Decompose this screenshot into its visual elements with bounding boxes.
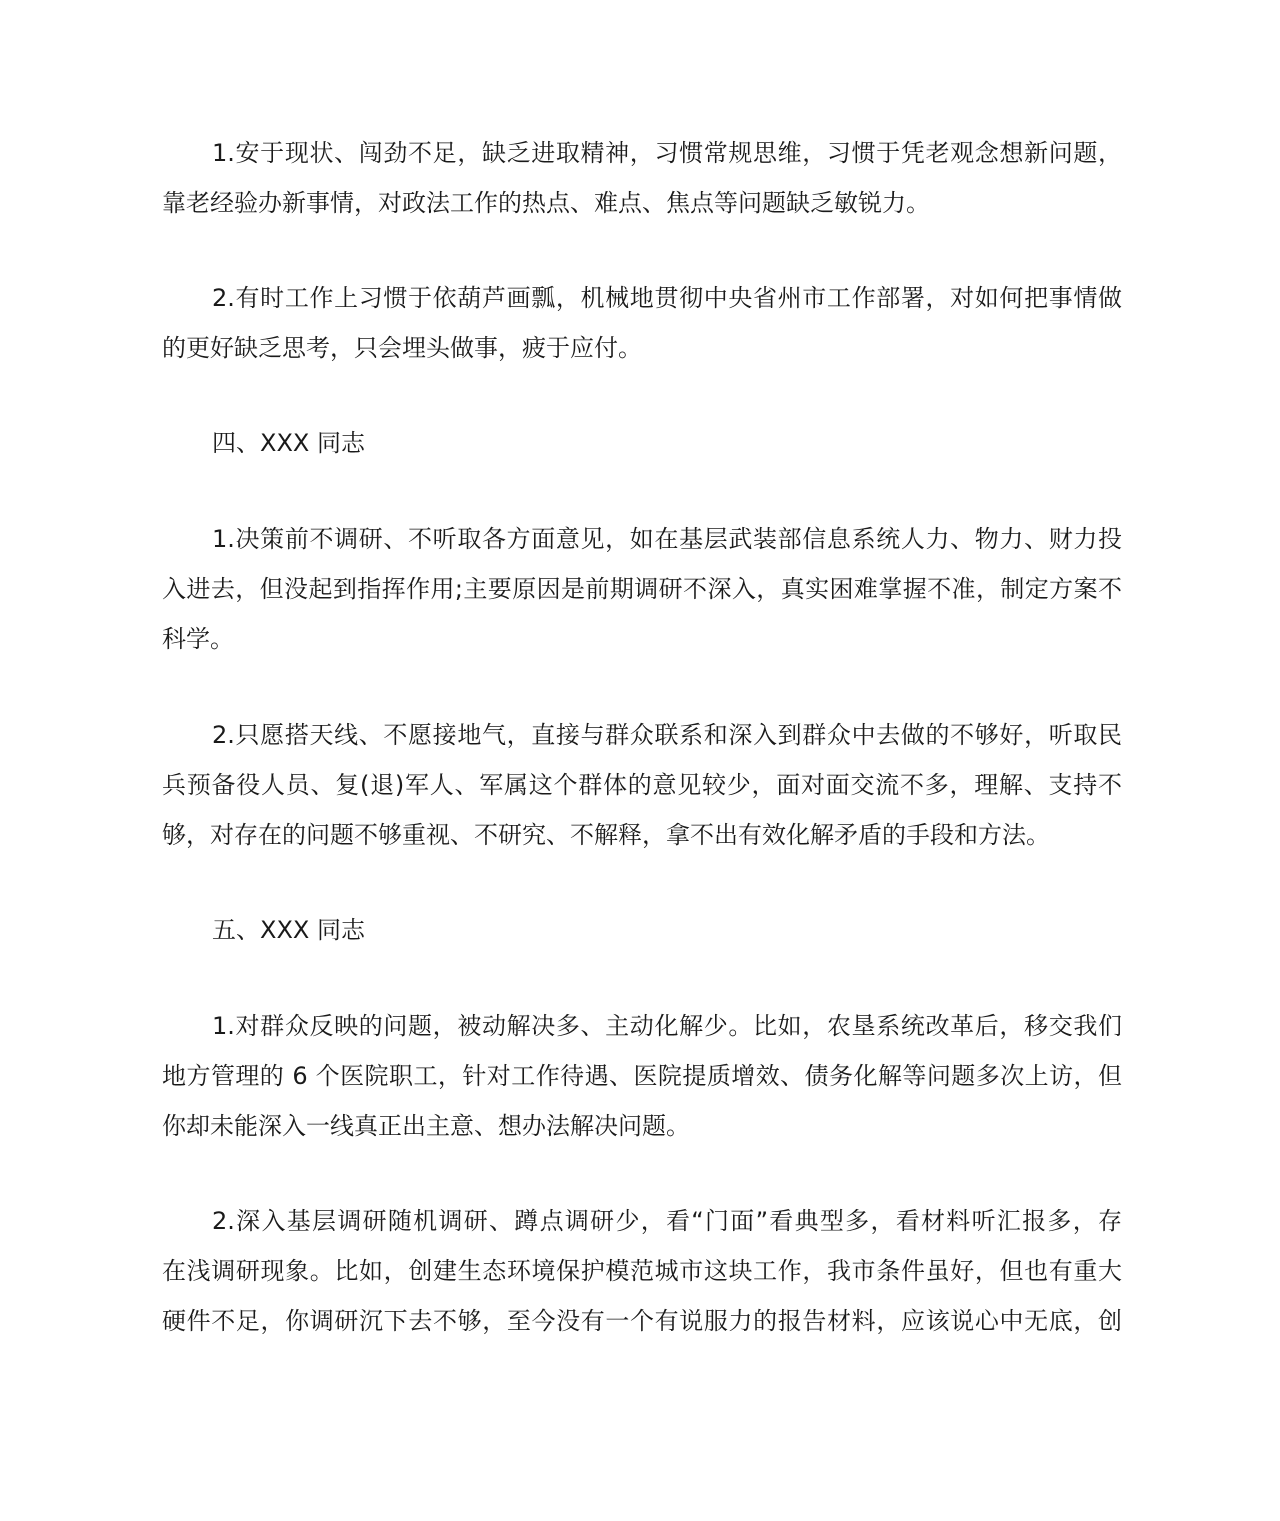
text-line: 够，对存在的问题不够重视、不研究、不解释，拿不出有效化解矛盾的手段和方法。 xyxy=(162,821,1050,849)
paragraph-1 xyxy=(162,128,1122,228)
text-line: 硬件不足，你调研沉下去不够，至今没有一个有说服力的报告材料，应该说心中无底，创 xyxy=(162,1307,1122,1335)
section-heading-4 xyxy=(162,418,1122,468)
text-line: 1.对群众反映的问题，被动解决多、主动化解少。比如，农垦系统改革后，移交我们 xyxy=(212,1012,1122,1040)
text-line: 科学。 xyxy=(162,625,234,653)
text-line: 地方管理的 6 个医院职工，针对工作待遇、医院提质增效、债务化解等问题多次上访，但 xyxy=(162,1062,1122,1090)
text-line: 靠老经验办新事情，对政法工作的热点、难点、焦点等问题缺乏敏锐力。 xyxy=(162,189,930,217)
text-line: 的更好缺乏思考，只会埋头做事，疲于应付。 xyxy=(162,334,642,362)
text-line: 1.决策前不调研、不听取各方面意见，如在基层武装部信息系统人力、物力、财力投 xyxy=(212,525,1122,553)
section-heading-5 xyxy=(162,905,1122,955)
text-line: 兵预备役人员、复(退)军人、军属这个群体的意见较少，面对面交流不多，理解、支持不 xyxy=(162,771,1122,799)
heading-text: 四、XXX 同志 xyxy=(212,429,365,457)
text-line: 2.只愿搭天线、不愿接地气，直接与群众联系和深入到群众中去做的不够好，听取民 xyxy=(212,721,1122,749)
text-line: 2.有时工作上习惯于依葫芦画瓢，机械地贯彻中央省州市工作部署，对如何把事情做 xyxy=(212,284,1122,312)
text-line: 2.深入基层调研随机调研、蹲点调研少，看“门面”看典型多，看材料听汇报多，存 xyxy=(212,1207,1122,1235)
text-line: 在浅调研现象。比如，创建生态环境保护模范城市这块工作，我市条件虽好，但也有重大 xyxy=(162,1257,1122,1285)
text-line: 1.安于现状、闯劲不足，缺乏进取精神，习惯常规思维，习惯于凭老观念想新问题， xyxy=(212,139,1122,167)
heading-text: 五、XXX 同志 xyxy=(212,916,365,944)
paragraph-6 xyxy=(162,1196,1122,1346)
text-line: 入进去，但没起到指挥作用;主要原因是前期调研不深入，真实困难掌握不准，制定方案不 xyxy=(162,575,1122,603)
paragraph-3 xyxy=(162,514,1122,664)
paragraph-4 xyxy=(162,710,1122,860)
text-line: 你却未能深入一线真正出主意、想办法解决问题。 xyxy=(162,1112,690,1140)
paragraph-5 xyxy=(162,1001,1122,1151)
paragraph-2 xyxy=(162,273,1122,373)
